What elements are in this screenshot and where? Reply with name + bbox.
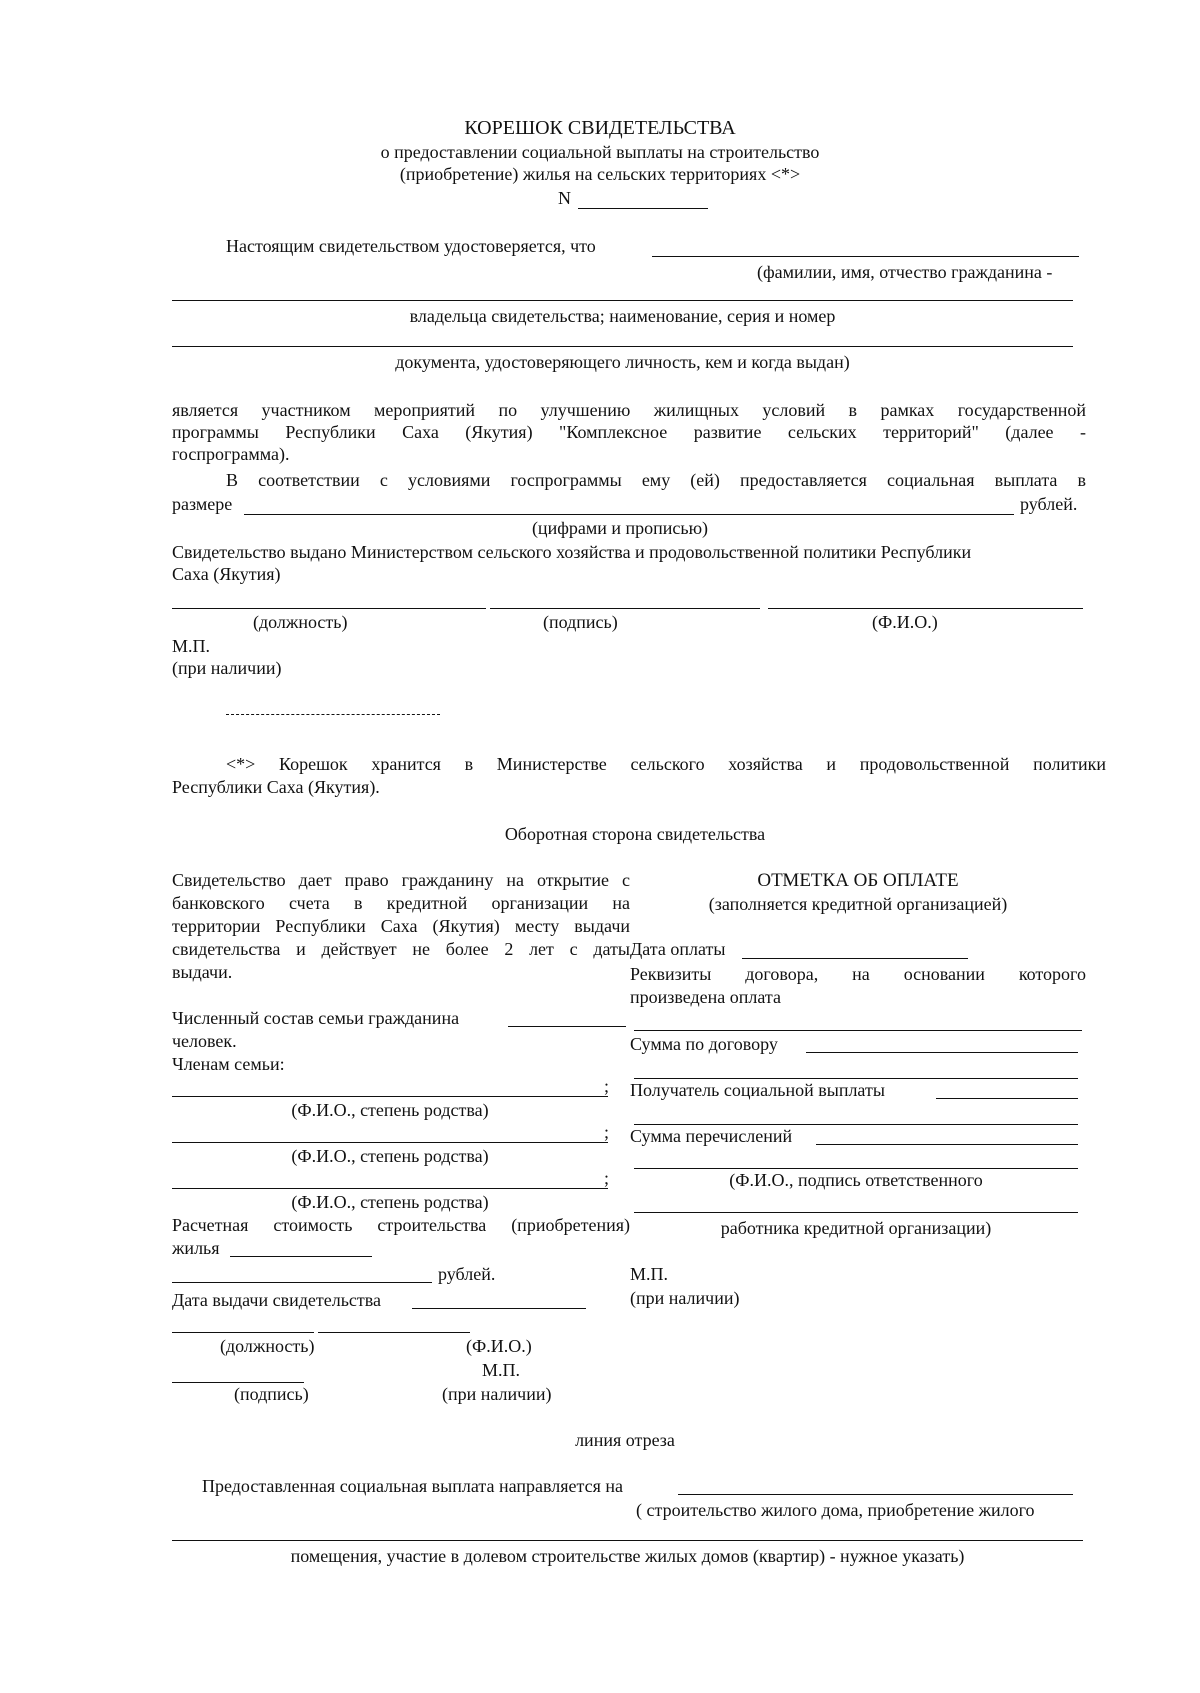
family-member-line-1[interactable] — [172, 1096, 608, 1097]
payment-direction-line-2[interactable] — [172, 1540, 1083, 1541]
payment-direction-hint-2: помещения, участие в долевом строительстве жилых домов (квартир) - нужное указать) — [290, 1546, 965, 1566]
signature-line[interactable] — [490, 608, 760, 609]
estimated-cost-line-a[interactable] — [230, 1256, 372, 1257]
holder-document-line-1[interactable] — [172, 300, 1073, 301]
recipient-label: Получатель социальной выплаты — [630, 1080, 885, 1100]
rights-text-line1: Свидетельство дает право гражданину на открытие с — [172, 870, 630, 890]
estimated-cost-line1: Расчетная стоимость строительства (приобретения) — [172, 1215, 630, 1235]
payment-date-label: Дата оплаты — [630, 939, 726, 959]
stamp-note: (при наличии) — [172, 658, 282, 678]
payment-direction-line[interactable] — [678, 1494, 1073, 1495]
stamp-label: М.П. — [172, 636, 211, 656]
footnote-text-line2: Республики Саха (Якутия). — [172, 777, 380, 797]
payment-direction-hint-1: ( строительство жилого дома, приобретение жилого — [636, 1500, 1035, 1520]
holder-hint-3: документа, удостоверяющего личность, кем и когда выдан) — [395, 352, 850, 372]
payment-rubles-label: рублей. — [1020, 494, 1078, 514]
payment-mark-subtitle: (заполняется кредитной организацией) — [708, 894, 1008, 914]
back-stamp-note: (при наличии) — [442, 1384, 552, 1404]
responsible-line-2[interactable] — [634, 1212, 1078, 1213]
document-title: КОРЕШОК СВИДЕТЕЛЬСТВА — [464, 117, 736, 139]
back-fio-hint: (Ф.И.О.) — [466, 1336, 532, 1356]
rights-text-line5: выдачи. — [172, 962, 233, 982]
recipient-line[interactable] — [936, 1098, 1078, 1099]
transfer-sum-line[interactable] — [816, 1144, 1078, 1145]
payment-mark-title: ОТМЕТКА ОБ ОПЛАТЕ — [757, 870, 959, 891]
responsible-hint-1: (Ф.И.О., подпись ответственного — [729, 1170, 983, 1190]
participant-text-line3: госпрограмма). — [172, 444, 290, 464]
issued-by-line2: Саха (Якутия) — [172, 564, 281, 584]
family-member-hint-2: (Ф.И.О., степень родства) — [291, 1146, 489, 1166]
holder-hint-1: (фамилии, имя, отчество гражданина - — [757, 262, 1053, 282]
position-hint: (должность) — [253, 612, 348, 632]
back-signature-hint: (подпись) — [234, 1384, 309, 1404]
document-subtitle-line2: (приобретение) жилья на сельских территориях <*> — [399, 164, 801, 184]
contract-details-line2: произведена оплата — [630, 987, 782, 1007]
semicolon-3: ; — [604, 1168, 610, 1188]
family-size-line[interactable] — [508, 1026, 626, 1027]
holder-document-line-2[interactable] — [172, 346, 1073, 347]
payment-amount-line[interactable] — [244, 514, 1014, 515]
family-size-label: Численный состав семьи гражданина — [172, 1008, 460, 1028]
semicolon-1: ; — [604, 1076, 610, 1096]
document-subtitle-line1: о предоставлении социальной выплаты на строительство — [380, 142, 820, 162]
fio-line[interactable] — [768, 608, 1083, 609]
holder-name-line[interactable] — [652, 256, 1079, 257]
semicolon-2: ; — [604, 1122, 610, 1142]
back-stamp-label: М.П. — [482, 1360, 521, 1380]
payment-date-line[interactable] — [742, 958, 968, 959]
contract-details-line1: Реквизиты договора, на основании которого — [630, 964, 1086, 984]
footnote-separator — [226, 714, 440, 715]
responsible-hint-2: работника кредитной организации) — [720, 1218, 992, 1238]
family-member-line-3[interactable] — [172, 1188, 608, 1189]
payment-size-label: размере — [172, 494, 233, 514]
payment-amount-hint: (цифрами и прописью) — [531, 518, 709, 538]
participant-text-line1: является участником мероприятий по улучшению жилищных условий в рамках государственной — [172, 400, 1086, 420]
signature-hint: (подпись) — [543, 612, 618, 632]
family-members-label: Членам семьи: — [172, 1054, 285, 1074]
contract-sum-line[interactable] — [806, 1052, 1078, 1053]
rights-text-line3: территории Республики Саха (Якутия) месту выдачи — [172, 916, 630, 936]
fio-hint: (Ф.И.О.) — [872, 612, 938, 632]
estimated-cost-line-b[interactable] — [172, 1282, 432, 1283]
payment-text-line1: В соответствии с условиями госпрограммы ему (ей) предоставляется социальная выплата в — [226, 470, 1086, 490]
recipient-line-2[interactable] — [634, 1124, 1078, 1125]
back-position-hint: (должность) — [220, 1336, 315, 1356]
transfer-sum-label: Сумма перечислений — [630, 1126, 793, 1146]
responsible-line[interactable] — [634, 1168, 1078, 1169]
family-member-line-2[interactable] — [172, 1142, 608, 1143]
right-stamp-note: (при наличии) — [630, 1288, 740, 1308]
family-member-hint-3: (Ф.И.О., степень родства) — [291, 1192, 489, 1212]
number-label: N — [558, 188, 571, 208]
contract-details-line[interactable] — [634, 1030, 1082, 1031]
family-member-hint-1: (Ф.И.О., степень родства) — [291, 1100, 489, 1120]
holder-hint-2: владельца свидетельства; наименование, серия и номер — [409, 306, 836, 326]
back-position-line[interactable] — [172, 1332, 314, 1333]
cost-rubles-label: рублей. — [438, 1264, 496, 1284]
certify-intro: Настоящим свидетельством удостоверяется, что — [226, 236, 596, 256]
position-line[interactable] — [172, 608, 486, 609]
people-label: человек. — [172, 1031, 237, 1051]
right-stamp-label: М.П. — [630, 1264, 669, 1284]
rights-text-line2: банковского счета в кредитной организации на — [172, 893, 630, 913]
issue-date-line[interactable] — [412, 1308, 586, 1309]
back-signature-line[interactable] — [172, 1382, 304, 1383]
issued-by-line1: Свидетельство выдано Министерством сельского хозяйства и продовольственной политики Республики — [172, 542, 972, 562]
back-fio-line[interactable] — [318, 1332, 470, 1333]
estimated-cost-line2: жилья — [172, 1238, 220, 1258]
contract-sum-label: Сумма по договору — [630, 1034, 778, 1054]
footnote-text-line1: <*> Корешок хранится в Министерстве сельского хозяйства и продовольственной политики — [226, 754, 1106, 774]
rights-text-line4: свидетельства и действует не более 2 лет с даты — [172, 939, 630, 959]
payment-direction-label: Предоставленная социальная выплата направляется на — [202, 1476, 623, 1496]
back-side-heading: Оборотная сторона свидетельства — [504, 824, 766, 844]
participant-text-line2: программы Республики Саха (Якутия) "Комплексное развитие сельских территорий" (далее - — [172, 422, 1086, 442]
issue-date-label: Дата выдачи свидетельства — [172, 1290, 382, 1310]
contract-sum-line-2[interactable] — [634, 1078, 1078, 1079]
cut-line-label: линия отреза — [575, 1430, 675, 1450]
number-field-line[interactable] — [578, 208, 708, 209]
